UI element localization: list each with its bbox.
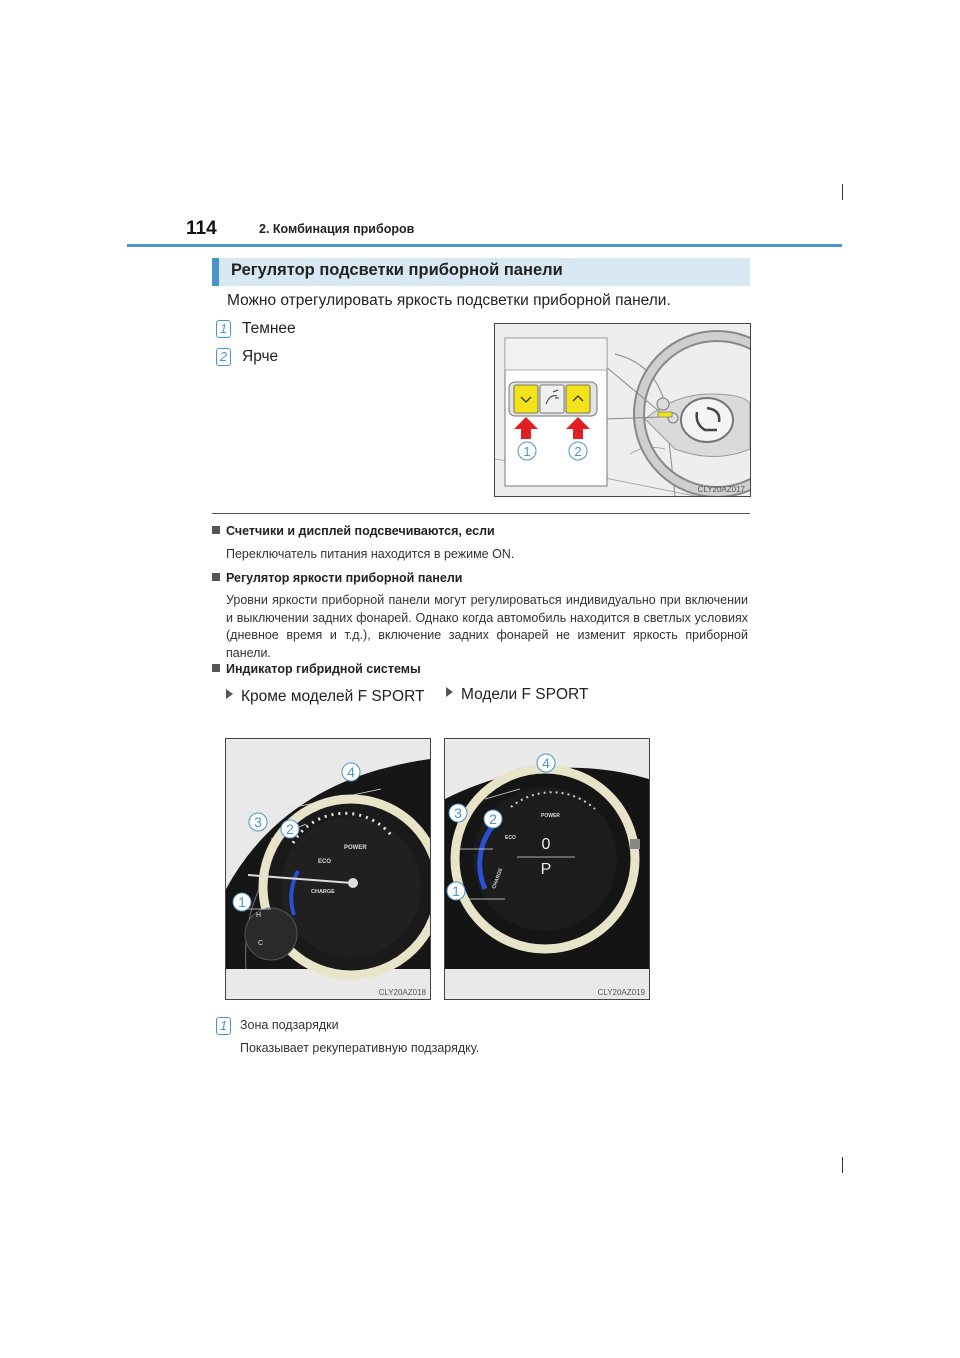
figure-brightness-buttons — [494, 323, 751, 497]
callout-2: 2 — [286, 821, 294, 837]
chapter-title: 2. Комбинация приборов — [259, 222, 415, 236]
note-title: Регулятор яркости приборной панели — [212, 571, 462, 585]
item-number-badge: 2 — [216, 348, 231, 366]
svg-text:H: H — [256, 912, 262, 919]
item-label-darker: Темнее — [242, 320, 296, 337]
callout-4: 4 — [347, 764, 355, 780]
darker-button — [514, 385, 538, 413]
svg-text:POWER: POWER — [344, 845, 367, 851]
steering-illustration — [495, 324, 750, 496]
callout-1: 1 — [452, 883, 460, 899]
svg-text:ECO: ECO — [318, 859, 332, 865]
crop-mark-top — [842, 184, 843, 200]
standard-gauge-illustration — [226, 739, 430, 999]
figure-code: CLY20AZ018 — [378, 988, 426, 997]
variant-label-standard: Кроме моделей F SPORT — [226, 686, 426, 707]
svg-text:CHARGE: CHARGE — [491, 867, 505, 890]
section-divider — [212, 513, 750, 514]
section-title: Регулятор подсветки приборной панели — [231, 261, 563, 279]
section-title-bar — [212, 258, 750, 286]
callout-3: 3 — [254, 814, 262, 830]
page-number: 114 — [186, 218, 217, 239]
callout-2: 2 — [489, 811, 497, 827]
fsport-gauge-illustration — [445, 739, 649, 999]
note-title: Счетчики и дисплей подсвечиваются, если — [212, 524, 495, 538]
svg-text:ECO: ECO — [505, 835, 516, 841]
note-title: Индикатор гибридной системы — [212, 662, 421, 676]
figure-code: CLY20AZ017 — [697, 485, 745, 494]
callout-1: 1 — [238, 894, 246, 910]
legend-body: Показывает рекуперативную подзарядку. — [240, 1041, 480, 1055]
figure-standard-gauge — [225, 738, 431, 1000]
figure-code: CLY20AZ019 — [597, 988, 645, 997]
header-rule — [127, 244, 842, 247]
legend-number-badge: 1 — [216, 1017, 231, 1035]
brighter-button — [566, 385, 590, 413]
variant-label-fsport: Модели F SPORT — [446, 686, 588, 704]
callout-3: 3 — [454, 805, 462, 821]
note-body: Переключатель питания находится в режиме ON. — [226, 547, 515, 561]
svg-text:POWER: POWER — [541, 813, 560, 819]
note-body: Уровни яркости приборной панели могут регулироваться индивидуально при включении и выключении задних фонарей. Однако когда автомобиль находится в светлых условиях (дневное время и т.д.), включение задних фонарей не изменит яркость приборной панели. — [226, 593, 748, 660]
speed-readout: 0 — [541, 836, 551, 853]
item-number-badge: 1 — [216, 320, 231, 338]
item-label-brighter: Ярче — [242, 348, 279, 365]
callout-2: 2 — [574, 444, 582, 459]
figure-fsport-gauge — [444, 738, 650, 1000]
callout-4: 4 — [542, 755, 550, 771]
svg-text:C: C — [258, 940, 264, 947]
crop-mark-bottom — [842, 1157, 843, 1173]
callout-1: 1 — [523, 444, 531, 459]
gear-readout: P — [540, 861, 552, 878]
svg-text:CHARGE: CHARGE — [311, 889, 335, 895]
section-intro: Можно отрегулировать яркость подсветки приборной панели. — [227, 292, 671, 309]
legend-title: Зона подзарядки — [240, 1018, 339, 1032]
